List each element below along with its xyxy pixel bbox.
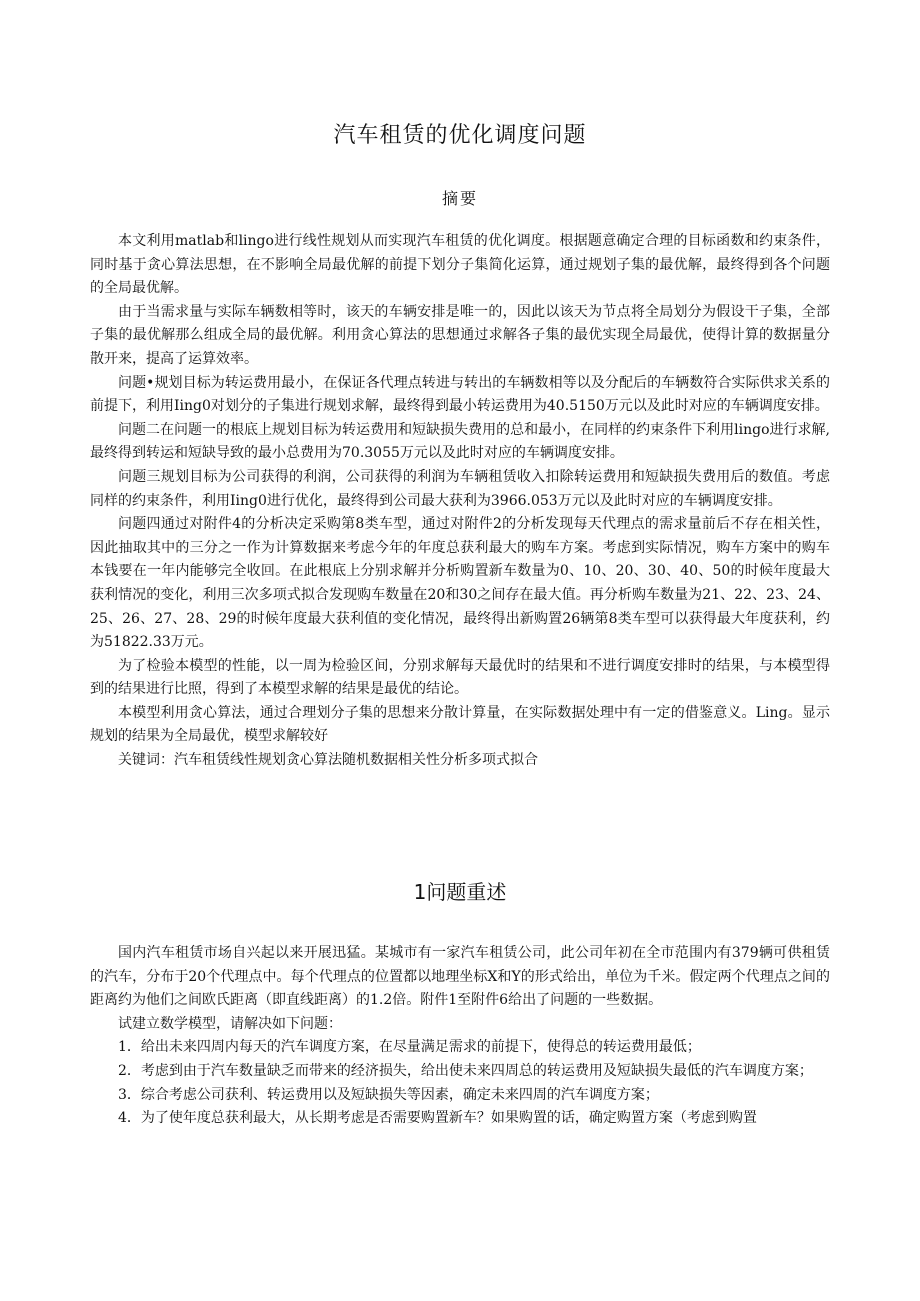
abstract-paragraph: 由于当需求量与实际车辆数相等时，该天的车辆安排是唯一的，因此以该天为节点将全局划分为假设干子集，全部子集的最优解那么组成全局的最优解。利用贪心算法的思想通过求解各子集的最优实现全局最优，使得计算的数据量分散开来，提高了运算效率。 <box>90 303 830 367</box>
list-item: 2．考虑到由于汽车数量缺乏而带来的经济损失，给出使未来四周总的转运费用及短缺损失最低的汽车调度方案； <box>118 1062 813 1079</box>
keywords-line: 关键词：汽车租赁线性规划贪心算法随机数据相关性分析多项式拟合 <box>118 752 538 769</box>
document-title: 汽车租赁的优化调度问题 <box>333 123 587 148</box>
section-1-body <box>90 942 830 1131</box>
abstract-paragraph: 为了检验本模型的性能，以一周为检验区间，分别求解每天最优时的结果和不进行调度安排时的结果，与本模型得到的结果进行比照，得到了本模型求解的结果是最优的结论。 <box>90 657 830 698</box>
list-item: 1．给出未来四周内每天的汽车调度方案，在尽量满足需求的前提下，使得总的转运费用最低； <box>118 1039 701 1056</box>
abstract-paragraph: 问题三规划目标为公司获得的利润，公司获得的利润为车辆租赁收入扣除转运费用和短缺损失费用后的数值。考虑同样的约束条件，利用Iing0进行优化，最终得到公司最大获利为3966.053万元以及此时对应的车辆调度安排。 <box>90 468 830 509</box>
abstract-paragraph: 问题•规划目标为转运费用最小，在保证各代理点转进与转出的车辆数相等以及分配后的车辆数符合实际供求关系的前提下，利用Iing0对划分的子集进行规划求解，最终得到最小转运费用为40.5150万元以及此时对应的车辆调度安排。 <box>90 374 830 415</box>
abstract-paragraph: 问题四通过对附件4的分析决定采购第8类车型，通过对附件2的分析发现每天代理点的需求量前后不存在相关性，因此抽取其中的三分之一作为计算数据来考虑今年的年度总获利最大的购车方案。考虑到实际情况，购车方案中的购车本钱要在一年内能够完全收回。在此根底上分别求解并分析购置新车数量为0、10、20、30、40、50的时候年度最大获利情况的变化，利用三次多项式拟合发现购车数量在20和30之间存在最大值。再分析购车数量为21、22、23、24、25、26、27、28、29的时候年度最大获利值的变化情况，最终得出新购置26辆第8类车型可以获得最大年度获利，约为51822.33万元。 <box>90 516 830 651</box>
list-item: 3．综合考虑公司获利、转运费用以及短缺损失等因素，确定未来四周的汽车调度方案； <box>118 1086 659 1103</box>
list-item: 4．为了使年度总获利最大，从长期考虑是否需要购置新车？如果购置的话，确定购置方案（考虑到购置 <box>118 1110 757 1127</box>
abstract-paragraph: 问题二在问题一的根底上规划目标为转运费用和短缺损失费用的总和最小，在同样的约束条件下利用lingo进行求解,最终得到转运和短缺导致的最小总费用为70.3055万元以及此时对应的车辆调度安排。 <box>90 421 830 462</box>
abstract-paragraph: 本文利用matlab和lingo进行线性规划从而实现汽车租赁的优化调度。根据题意确定合理的目标函数和约束条件，同时基于贪心算法思想，在不影响全局最优解的前提下划分子集简化运算，通过规划子集的最优解，最终得到各个问题的全局最优解。 <box>90 233 830 297</box>
abstract-heading: 摘要 <box>441 189 478 208</box>
section-paragraph: 试建立数学模型，请解决如下问题： <box>118 1015 342 1032</box>
abstract-section <box>90 230 830 773</box>
section-heading-1: 1问题重述 <box>413 880 507 904</box>
abstract-paragraph: 本模型利用贪心算法，通过合理划分子集的思想来分散计算量，在实际数据处理中有一定的借鉴意义。Ling。显示规划的结果为全局最优，模型求解较好 <box>90 704 830 745</box>
section-paragraph: 国内汽车租赁市场自兴起以来开展迅猛。某城市有一家汽车租赁公司，此公司年初在全市范围内有379辆可供租赁的汽车，分布于20个代理点中。每个代理点的位置都以地理坐标X和Y的形式给出，单位为千米。假定两个代理点之间的距离约为他们之间欧氏距离（即直线距离）的1.2倍。附件1至附件6给出了问题的一些数据。 <box>90 945 830 1009</box>
